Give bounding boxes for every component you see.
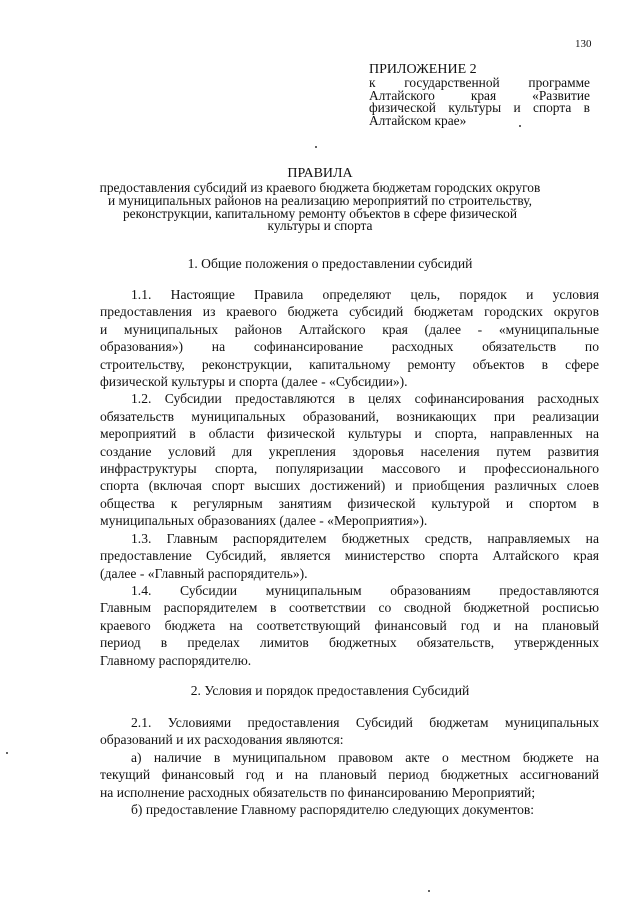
section-1-heading: 1. Общие положения о предоставлении субсидий bbox=[187, 256, 473, 271]
paragraph-line: Главным распорядителем в соответствии со сводной бюджетной росписью bbox=[100, 600, 599, 616]
scan-speck bbox=[519, 125, 521, 127]
appendix-line: Алтайском крае» bbox=[369, 112, 467, 128]
section-1-body bbox=[100, 286, 599, 669]
paragraph-line: 2.1. Условиями предоставления Субсидий бюджетам муниципальных bbox=[131, 715, 599, 730]
paragraph-line: инфраструктуры спорта, популяризации массового и профессионального bbox=[100, 461, 599, 477]
section-2-body bbox=[100, 714, 599, 818]
scan-speck bbox=[428, 890, 430, 892]
paragraph-line: создание условий для укрепления здоровья населения путем развития bbox=[100, 443, 599, 459]
page-number: 130 bbox=[575, 38, 592, 50]
paragraph-line: б) предоставление Главному распорядителю следующих документов: bbox=[131, 802, 535, 818]
appendix-line: Алтайского края «Развитие bbox=[369, 87, 590, 103]
section-2-heading: 2. Условия и порядок предоставления Субсидий bbox=[190, 683, 470, 698]
document-title bbox=[60, 166, 580, 233]
paragraph-line: образования») на софинансирование расходных обязательств по bbox=[100, 339, 599, 355]
paragraph-line: мероприятий в области физической культуры и спорта, направленных на bbox=[100, 426, 599, 442]
scan-speck bbox=[6, 752, 8, 754]
appendix-line: физической культуры и спорта в bbox=[369, 100, 590, 116]
paragraph-line: предоставления из краевого бюджета субсидий бюджетам городских округов bbox=[100, 304, 599, 320]
paragraph-line: общества к регулярным занятиям физической культурой и спортом в bbox=[100, 495, 599, 511]
paragraph-line: 1.3. Главным распорядителем бюджетных средств, направляемых на bbox=[131, 530, 599, 546]
paragraph-line: спорта (включая спорт высших достижений) и приобщения различных слоев bbox=[100, 478, 599, 494]
paragraph-line: текущий финансовый год и на плановый период бюджетных ассигнований bbox=[100, 767, 599, 783]
paragraph-line: образований и их расходования являются: bbox=[100, 732, 344, 748]
appendix-heading: ПРИЛОЖЕНИЕ 2 bbox=[369, 62, 477, 77]
paragraph-line: муниципальных образованиях (далее - «Мероприятия»). bbox=[100, 513, 428, 529]
paragraph-line: 1.1. Настоящие Правила определяют цель, порядок и условия bbox=[131, 287, 599, 302]
appendix-line: к государственной программе bbox=[369, 75, 590, 90]
appendix-block bbox=[369, 63, 590, 127]
paragraph-line: на исполнение расходных обязательств по финансированию Мероприятий; bbox=[100, 784, 536, 800]
paragraph-line: 1.4. Субсидии муниципальным образованиям предоставляются bbox=[131, 582, 599, 598]
paragraph-line: строительству, реконструкции, капитальному ремонту объектов в сфере bbox=[100, 356, 599, 372]
title-line: культуры и спорта bbox=[267, 218, 373, 234]
paragraph-line: краевого бюджета на соответствующий финансовый год и на плановый bbox=[100, 617, 599, 633]
paragraph-line: а) наличие в муниципальном правовом акте о местном бюджете на bbox=[131, 749, 599, 765]
scan-speck bbox=[315, 146, 317, 148]
paragraph-line: обязательств муниципальных образований, возникающих при реализации bbox=[100, 408, 599, 424]
paragraph-line: (далее - «Главный распорядитель»). bbox=[100, 565, 308, 581]
title-line: предоставления субсидий из краевого бюджета бюджетам городских округов bbox=[99, 180, 541, 195]
paragraph-line: Главному распорядителю. bbox=[100, 652, 252, 668]
paragraph-line: предоставление Субсидий, является министерство спорта Алтайского края bbox=[100, 548, 599, 564]
title-line: и муниципальных районов на реализацию мероприятий по строительству, bbox=[108, 192, 532, 208]
paragraph-line: физической культуры и спорта (далее - «Субсидии»). bbox=[100, 374, 408, 390]
title-main: ПРАВИЛА bbox=[287, 166, 353, 181]
paragraph-line: период в пределах лимитов бюджетных обязательств, утвержденных bbox=[100, 635, 599, 651]
paragraph-line: 1.2. Субсидии предоставляются в целях софинансирования расходных bbox=[131, 391, 599, 407]
title-line: реконструкции, капитальному ремонту объектов в сфере физической bbox=[122, 205, 517, 221]
paragraph-line: и муниципальных районов Алтайского края (далее - «муниципальные bbox=[100, 321, 599, 337]
